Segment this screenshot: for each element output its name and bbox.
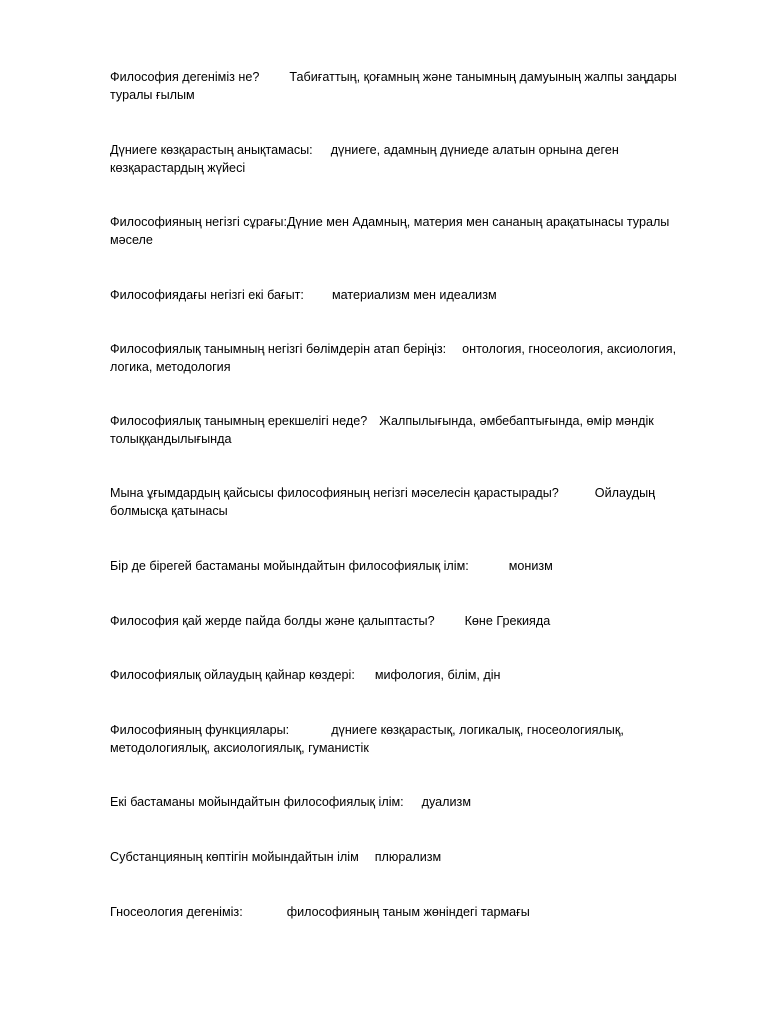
- qa-item-12: [110, 793, 710, 811]
- question-text: Гносеология дегеніміз:: [110, 905, 243, 919]
- question-text: Дүниеге көзқарастың анықтамасы:: [110, 143, 313, 157]
- answer-text: философияның таным жөніндегі тармағы: [286, 905, 530, 919]
- qa-item-5: [110, 340, 710, 376]
- answer-text: Жалпылығында, әмбебаптығында, өмір мәндік толыққандылығында: [110, 414, 654, 446]
- answer-text: монизм: [508, 559, 553, 573]
- answer-text: плюрализм: [374, 850, 442, 864]
- qa-item-3: [110, 213, 710, 249]
- qa-item-9: [110, 612, 710, 630]
- answer-text: дуализм: [421, 795, 471, 809]
- qa-item-14: [110, 903, 710, 921]
- question-text: Философияның функциялары:: [110, 723, 290, 737]
- question-text: Субстанцияның көптігін мойындайтын ілім: [110, 850, 359, 864]
- answer-text: дүниеге көзқарастық, логикалық, гносеологиялық, методологиялық, аксиологиялық, гуманистік: [110, 723, 624, 755]
- qa-item-7: [110, 484, 710, 520]
- question-text: Философиялық танымның негізгі бөлімдерін атап беріңіз:: [110, 342, 447, 356]
- qa-item-13: [110, 848, 710, 866]
- question-text: Мына ұғымдардың қайсысы философияның негізгі мәселесін қарастырады?: [110, 486, 559, 500]
- answer-text: онтология, гносеология, аксиология, логика, методология: [110, 342, 677, 374]
- question-text: Философия қай жерде пайда болды және қалыптасты?: [110, 614, 435, 628]
- question-text: Философия дегеніміз не?: [110, 70, 260, 84]
- question-text: Философиялық ойлаудың қайнар көздері:: [110, 668, 355, 682]
- question-text: Екі бастаманы мойындайтын философиялық ілім:: [110, 795, 404, 809]
- question-text: Философиялық танымның ерекшелігі неде?: [110, 414, 368, 428]
- question-text: Философияның негізгі сұрағы:: [110, 215, 287, 229]
- qa-item-10: [110, 666, 710, 684]
- answer-text: мифология, білім, дін: [374, 668, 501, 682]
- qa-item-6: [110, 412, 710, 448]
- qa-item-11: [110, 721, 710, 757]
- answer-text: Ойлаудың болмысқа қатынасы: [110, 486, 656, 518]
- qa-item-1: [110, 68, 710, 104]
- qa-item-8: [110, 557, 710, 575]
- answer-text: дүниеге, адамның дүниеде алатын орнына деген көзқарастардың жүйесі: [110, 143, 619, 175]
- qa-item-2: [110, 141, 710, 177]
- answer-text: Көне Грекияда: [464, 614, 551, 628]
- qa-item-4: [110, 286, 710, 304]
- answer-text: материализм мен идеализм: [331, 288, 497, 302]
- answer-text: Табиғаттың, қоғамның және танымның дамуының жалпы заңдары туралы ғылым: [110, 70, 677, 102]
- question-text: Бір де бірегей бастаманы мойындайтын философиялық ілім:: [110, 559, 469, 573]
- answer-text: Дүние мен Адамның, материя мен сананың арақатынасы туралы мәселе: [110, 215, 670, 247]
- question-text: Философиядағы негізгі екі бағыт:: [110, 288, 304, 302]
